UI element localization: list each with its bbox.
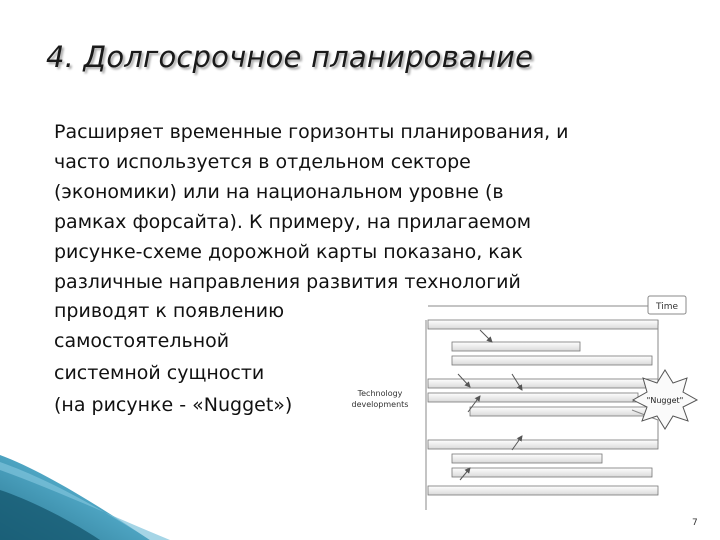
body-line-10: (на рисунке - «Nugget») xyxy=(54,394,293,416)
page-number: 7 xyxy=(692,518,698,528)
tech-bar-3 xyxy=(452,356,652,365)
body-line-9: системной сущности xyxy=(54,362,265,384)
body-line-4: рамках форсайта). К примеру, на прилагаемом xyxy=(54,211,532,233)
tech-bar-6 xyxy=(470,407,650,416)
roadmap-diagram xyxy=(340,290,700,530)
tech-bar-5 xyxy=(428,393,638,402)
tech-bar-2 xyxy=(452,342,580,351)
tech-bar-4 xyxy=(428,379,658,388)
tech-label-line2: developments xyxy=(351,400,409,409)
body-line-6: различные направления развития технологий xyxy=(54,271,521,293)
body-line-8: самостоятельной xyxy=(54,330,230,352)
tech-bar-1 xyxy=(428,320,658,329)
body-line-3: (экономики) или на национальном уровне (в xyxy=(54,181,504,203)
tech-bar-10 xyxy=(428,486,658,495)
link-arrow-1 xyxy=(480,330,492,342)
body-line-1: Расширяет временные горизонты планирования, и xyxy=(54,121,569,143)
body-line-5: рисунке-схеме дорожной карты показано, как xyxy=(54,241,523,263)
tech-label-line1: Technology xyxy=(357,389,403,398)
body-line-2: часто используется в отдельном секторе xyxy=(54,151,471,173)
slide-title: 4. Долгосрочное планирование xyxy=(46,40,534,74)
body-line-7: приводят к появлению xyxy=(54,300,285,322)
tech-bar-8 xyxy=(452,454,602,463)
nugget-label: "Nugget" xyxy=(646,396,684,405)
tech-bar-9 xyxy=(452,468,652,477)
tech-bar-7 xyxy=(428,440,658,449)
time-label: Time xyxy=(655,302,679,312)
